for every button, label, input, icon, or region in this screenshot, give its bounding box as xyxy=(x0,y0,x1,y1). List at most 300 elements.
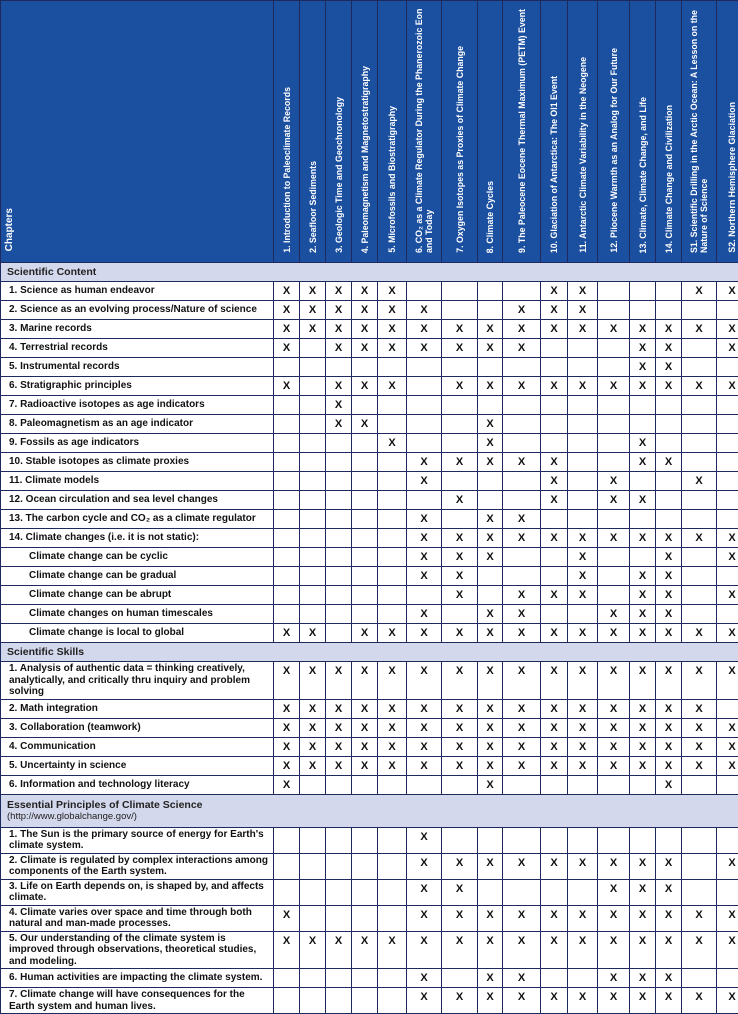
mark-cell xyxy=(682,548,717,567)
table-row xyxy=(1,624,738,643)
table-row xyxy=(1,548,738,567)
mark-cell: X xyxy=(598,624,630,643)
mark-cell: X xyxy=(442,756,478,775)
mark-cell: X xyxy=(656,586,682,605)
mark-cell xyxy=(352,434,378,453)
mark-cell xyxy=(598,415,630,434)
chapter-column-label: 13. Climate, Climate Change, and Life xyxy=(637,93,649,257)
mark-cell xyxy=(682,879,717,905)
mark-cell: X xyxy=(407,879,442,905)
mark-cell: X xyxy=(630,358,656,377)
mark-cell: X xyxy=(717,377,738,396)
mark-cell: X xyxy=(630,699,656,718)
mark-cell xyxy=(378,510,407,529)
mark-cell: X xyxy=(300,301,326,320)
mark-cell: X xyxy=(656,905,682,931)
table-row xyxy=(1,529,738,548)
mark-cell: X xyxy=(541,853,568,879)
table-row xyxy=(1,567,738,586)
table-row xyxy=(1,491,738,510)
mark-cell: X xyxy=(326,931,352,969)
mark-cell: X xyxy=(442,491,478,510)
section-header-row xyxy=(1,263,738,282)
mark-cell xyxy=(274,472,300,491)
chapter-column-header xyxy=(352,1,378,263)
mark-cell: X xyxy=(717,662,738,700)
row-label: 11. Climate models xyxy=(1,472,274,491)
chapter-column-label: 10. Glaciation of Antarctica: The OI1 Event xyxy=(548,72,560,257)
mark-cell xyxy=(656,827,682,853)
mark-cell xyxy=(541,339,568,358)
mark-cell: X xyxy=(407,624,442,643)
mark-cell: X xyxy=(326,737,352,756)
mark-cell: X xyxy=(630,662,656,700)
mark-cell xyxy=(300,879,326,905)
chapter-column-header xyxy=(682,1,717,263)
mark-cell: X xyxy=(503,988,541,1014)
mark-cell xyxy=(682,969,717,988)
mark-cell: X xyxy=(352,624,378,643)
mark-cell xyxy=(378,879,407,905)
mark-cell: X xyxy=(407,718,442,737)
mark-cell xyxy=(503,775,541,794)
table-row xyxy=(1,853,738,879)
mark-cell xyxy=(568,434,598,453)
mark-cell: X xyxy=(407,662,442,700)
mark-cell xyxy=(274,434,300,453)
mark-cell xyxy=(274,491,300,510)
table-row xyxy=(1,434,738,453)
mark-cell: X xyxy=(682,931,717,969)
mark-cell xyxy=(478,358,503,377)
mark-cell: X xyxy=(656,662,682,700)
mark-cell xyxy=(407,775,442,794)
row-label: 13. The carbon cycle and CO₂ as a climate regulator xyxy=(1,510,274,529)
mark-cell: X xyxy=(568,662,598,700)
mark-cell xyxy=(300,988,326,1014)
row-label: Climate change can be gradual xyxy=(1,567,274,586)
mark-cell: X xyxy=(656,756,682,775)
chapters-label: Chapters xyxy=(5,202,15,257)
mark-cell: X xyxy=(717,282,738,301)
mark-cell xyxy=(442,396,478,415)
mark-cell xyxy=(326,510,352,529)
mark-cell: X xyxy=(630,453,656,472)
chapter-column-label: 3. Geologic Time and Geochronology xyxy=(333,93,345,257)
mark-cell: X xyxy=(407,905,442,931)
mark-cell: X xyxy=(478,737,503,756)
mark-cell: X xyxy=(442,567,478,586)
mark-cell xyxy=(503,472,541,491)
mark-cell: X xyxy=(407,472,442,491)
mark-cell: X xyxy=(656,699,682,718)
mark-cell: X xyxy=(568,718,598,737)
table-row xyxy=(1,339,738,358)
section-header-row xyxy=(1,643,738,662)
mark-cell xyxy=(598,339,630,358)
table-row xyxy=(1,879,738,905)
mark-cell: X xyxy=(300,624,326,643)
mark-cell xyxy=(378,472,407,491)
mark-cell: X xyxy=(503,905,541,931)
mark-cell xyxy=(478,301,503,320)
mark-cell: X xyxy=(378,699,407,718)
mark-cell: X xyxy=(378,339,407,358)
mark-cell xyxy=(326,567,352,586)
row-label: 14. Climate changes (i.e. it is not static): xyxy=(1,529,274,548)
mark-cell: X xyxy=(682,662,717,700)
mark-cell: X xyxy=(442,453,478,472)
mark-cell: X xyxy=(442,988,478,1014)
mark-cell: X xyxy=(478,320,503,339)
mark-cell: X xyxy=(682,472,717,491)
mark-cell: X xyxy=(478,699,503,718)
mark-cell xyxy=(541,567,568,586)
mark-cell xyxy=(630,548,656,567)
mark-cell: X xyxy=(656,453,682,472)
mark-cell: X xyxy=(656,377,682,396)
mark-cell xyxy=(326,605,352,624)
mark-cell xyxy=(656,472,682,491)
mark-cell: X xyxy=(541,453,568,472)
mark-cell: X xyxy=(598,472,630,491)
mark-cell: X xyxy=(568,548,598,567)
mark-cell xyxy=(326,905,352,931)
mark-cell xyxy=(568,453,598,472)
chapters-header-cell xyxy=(1,1,274,263)
mark-cell: X xyxy=(541,282,568,301)
mark-cell: X xyxy=(656,737,682,756)
mark-cell: X xyxy=(352,718,378,737)
row-label: 4. Communication xyxy=(1,737,274,756)
mark-cell: X xyxy=(442,320,478,339)
mark-cell xyxy=(326,472,352,491)
table-row xyxy=(1,301,738,320)
mark-cell: X xyxy=(541,301,568,320)
mark-cell xyxy=(682,434,717,453)
mark-cell: X xyxy=(630,737,656,756)
mark-cell: X xyxy=(682,905,717,931)
row-label: 5. Uncertainty in science xyxy=(1,756,274,775)
mark-cell: X xyxy=(717,737,738,756)
mark-cell: X xyxy=(478,453,503,472)
mark-cell: X xyxy=(630,988,656,1014)
mark-cell: X xyxy=(717,931,738,969)
mark-cell: X xyxy=(598,491,630,510)
chapter-column-label: 7. Oxygen Isotopes as Proxies of Climate Change xyxy=(454,42,466,257)
mark-cell: X xyxy=(630,320,656,339)
mark-cell xyxy=(541,510,568,529)
mark-cell xyxy=(300,548,326,567)
mark-cell: X xyxy=(326,320,352,339)
mark-cell: X xyxy=(598,905,630,931)
mark-cell: X xyxy=(274,282,300,301)
table-row xyxy=(1,358,738,377)
mark-cell: X xyxy=(656,320,682,339)
mark-cell: X xyxy=(274,775,300,794)
mark-cell: X xyxy=(442,548,478,567)
mark-cell xyxy=(630,510,656,529)
mark-cell xyxy=(326,853,352,879)
mark-cell: X xyxy=(656,567,682,586)
table-row xyxy=(1,737,738,756)
mark-cell xyxy=(568,605,598,624)
mark-cell: X xyxy=(378,662,407,700)
mark-cell xyxy=(478,879,503,905)
mark-cell: X xyxy=(378,718,407,737)
mark-cell: X xyxy=(630,969,656,988)
mark-cell: X xyxy=(407,453,442,472)
mark-cell: X xyxy=(598,320,630,339)
mark-cell xyxy=(300,853,326,879)
mark-cell xyxy=(378,567,407,586)
mark-cell: X xyxy=(478,969,503,988)
mark-cell xyxy=(682,853,717,879)
mark-cell xyxy=(407,434,442,453)
mark-cell: X xyxy=(541,320,568,339)
mark-cell xyxy=(407,358,442,377)
mark-cell: X xyxy=(656,548,682,567)
mark-cell xyxy=(541,434,568,453)
mark-cell xyxy=(352,548,378,567)
mark-cell: X xyxy=(378,320,407,339)
mark-cell: X xyxy=(717,624,738,643)
mark-cell xyxy=(274,548,300,567)
mark-cell xyxy=(326,434,352,453)
mark-cell: X xyxy=(630,586,656,605)
mark-cell: X xyxy=(568,320,598,339)
mark-cell: X xyxy=(503,510,541,529)
mark-cell: X xyxy=(478,662,503,700)
mark-cell xyxy=(407,415,442,434)
mark-cell xyxy=(656,491,682,510)
mark-cell: X xyxy=(717,548,738,567)
mark-cell xyxy=(717,969,738,988)
mark-cell: X xyxy=(717,756,738,775)
table-row xyxy=(1,605,738,624)
mark-cell xyxy=(598,775,630,794)
mark-cell: X xyxy=(300,662,326,700)
mark-cell xyxy=(352,491,378,510)
row-label: 1. Science as human endeavor xyxy=(1,282,274,301)
chapter-column-label: 2. Seafloor Sediments xyxy=(307,157,319,257)
mark-cell: X xyxy=(682,282,717,301)
mark-cell: X xyxy=(656,718,682,737)
mark-cell xyxy=(717,827,738,853)
mark-cell: X xyxy=(326,756,352,775)
mark-cell xyxy=(378,358,407,377)
mark-cell: X xyxy=(407,699,442,718)
table-row xyxy=(1,282,738,301)
mark-cell: X xyxy=(503,756,541,775)
mark-cell: X xyxy=(352,282,378,301)
row-label: 5. Instrumental records xyxy=(1,358,274,377)
mark-cell: X xyxy=(541,624,568,643)
mark-cell: X xyxy=(478,718,503,737)
chapter-column-label: 8. Climate Cycles xyxy=(484,177,496,257)
mark-cell xyxy=(352,567,378,586)
mark-cell xyxy=(300,491,326,510)
mark-cell xyxy=(682,827,717,853)
mark-cell: X xyxy=(568,567,598,586)
mark-cell: X xyxy=(682,988,717,1014)
mark-cell: X xyxy=(541,931,568,969)
mark-cell: X xyxy=(478,434,503,453)
mark-cell xyxy=(682,396,717,415)
mark-cell: X xyxy=(478,853,503,879)
section-header-cell xyxy=(1,794,738,827)
mark-cell xyxy=(300,396,326,415)
mark-cell: X xyxy=(503,737,541,756)
mark-cell: X xyxy=(352,339,378,358)
table-row xyxy=(1,756,738,775)
mark-cell: X xyxy=(326,396,352,415)
mark-cell: X xyxy=(274,931,300,969)
mark-cell xyxy=(442,415,478,434)
mark-cell xyxy=(598,434,630,453)
mark-cell: X xyxy=(630,756,656,775)
matrix-body xyxy=(1,263,738,1014)
mark-cell xyxy=(352,969,378,988)
mark-cell: X xyxy=(407,969,442,988)
mark-cell: X xyxy=(598,988,630,1014)
mark-cell xyxy=(442,969,478,988)
mark-cell: X xyxy=(598,853,630,879)
mark-cell xyxy=(503,548,541,567)
mark-cell xyxy=(568,775,598,794)
row-label: 7. Radioactive isotopes as age indicators xyxy=(1,396,274,415)
mark-cell xyxy=(378,529,407,548)
mark-cell xyxy=(378,827,407,853)
table-row xyxy=(1,510,738,529)
mark-cell xyxy=(442,301,478,320)
mark-cell: X xyxy=(378,377,407,396)
mark-cell xyxy=(478,491,503,510)
mark-cell: X xyxy=(300,737,326,756)
mark-cell xyxy=(541,396,568,415)
mark-cell: X xyxy=(630,605,656,624)
mark-cell: X xyxy=(442,879,478,905)
chapter-column-label: 5. Microfossils and Biostratigraphy xyxy=(386,102,398,257)
row-label: 1. Analysis of authentic data = thinking creatively, analytically, and critically thru inquiry and problem solving xyxy=(1,662,274,700)
mark-cell xyxy=(378,415,407,434)
chapter-column-header xyxy=(541,1,568,263)
mark-cell xyxy=(656,434,682,453)
mark-cell xyxy=(274,827,300,853)
mark-cell xyxy=(656,415,682,434)
mark-cell xyxy=(717,879,738,905)
section-title: Scientific Skills xyxy=(7,646,84,658)
mark-cell xyxy=(378,775,407,794)
mark-cell: X xyxy=(630,567,656,586)
mark-cell: X xyxy=(656,988,682,1014)
mark-cell: X xyxy=(630,377,656,396)
mark-cell xyxy=(326,879,352,905)
mark-cell xyxy=(568,396,598,415)
mark-cell: X xyxy=(541,377,568,396)
mark-cell: X xyxy=(503,320,541,339)
mark-cell xyxy=(442,827,478,853)
mark-cell: X xyxy=(682,699,717,718)
mark-cell xyxy=(300,472,326,491)
chapter-column-header xyxy=(407,1,442,263)
mark-cell: X xyxy=(326,339,352,358)
row-label: Climate change can be abrupt xyxy=(1,586,274,605)
mark-cell xyxy=(442,605,478,624)
mark-cell: X xyxy=(274,301,300,320)
mark-cell xyxy=(656,396,682,415)
mark-cell xyxy=(717,491,738,510)
mark-cell: X xyxy=(274,662,300,700)
mark-cell xyxy=(682,567,717,586)
mark-cell: X xyxy=(598,662,630,700)
mark-cell: X xyxy=(503,624,541,643)
mark-cell: X xyxy=(478,377,503,396)
mark-cell xyxy=(541,605,568,624)
mark-cell xyxy=(300,377,326,396)
mark-cell xyxy=(478,827,503,853)
mark-cell: X xyxy=(407,510,442,529)
row-label: Climate changes on human timescales xyxy=(1,605,274,624)
mark-cell: X xyxy=(478,605,503,624)
mark-cell: X xyxy=(407,853,442,879)
mark-cell: X xyxy=(630,905,656,931)
mark-cell: X xyxy=(656,339,682,358)
row-label: 3. Life on Earth depends on, is shaped by, and affects climate. xyxy=(1,879,274,905)
mark-cell: X xyxy=(378,282,407,301)
mark-cell: X xyxy=(407,605,442,624)
mark-cell xyxy=(478,472,503,491)
mark-cell: X xyxy=(568,737,598,756)
mark-cell: X xyxy=(274,320,300,339)
section-title: Scientific Content xyxy=(7,266,96,278)
chapter-column-label: S2. Northern Hemisphere Glaciation xyxy=(726,98,738,257)
mark-cell: X xyxy=(478,415,503,434)
mark-cell: X xyxy=(352,931,378,969)
mark-cell xyxy=(326,988,352,1014)
table-row xyxy=(1,320,738,339)
chapter-column-header xyxy=(598,1,630,263)
mark-cell xyxy=(541,415,568,434)
chapter-header-row xyxy=(1,1,738,263)
mark-cell: X xyxy=(274,339,300,358)
mark-cell xyxy=(717,775,738,794)
mark-cell: X xyxy=(442,529,478,548)
mark-cell xyxy=(352,988,378,1014)
mark-cell: X xyxy=(503,377,541,396)
mark-cell xyxy=(568,415,598,434)
mark-cell: X xyxy=(478,905,503,931)
mark-cell: X xyxy=(503,662,541,700)
mark-cell: X xyxy=(656,529,682,548)
mark-cell xyxy=(274,453,300,472)
mark-cell xyxy=(541,879,568,905)
mark-cell xyxy=(568,510,598,529)
mark-cell: X xyxy=(326,718,352,737)
mark-cell xyxy=(274,529,300,548)
mark-cell: X xyxy=(352,301,378,320)
mark-cell xyxy=(407,377,442,396)
chapter-column-header xyxy=(656,1,682,263)
mark-cell: X xyxy=(300,718,326,737)
mark-cell xyxy=(503,879,541,905)
mark-cell: X xyxy=(352,377,378,396)
row-label: 12. Ocean circulation and sea level changes xyxy=(1,491,274,510)
mark-cell xyxy=(274,567,300,586)
mark-cell xyxy=(300,567,326,586)
mark-cell xyxy=(300,605,326,624)
mark-cell: X xyxy=(407,756,442,775)
